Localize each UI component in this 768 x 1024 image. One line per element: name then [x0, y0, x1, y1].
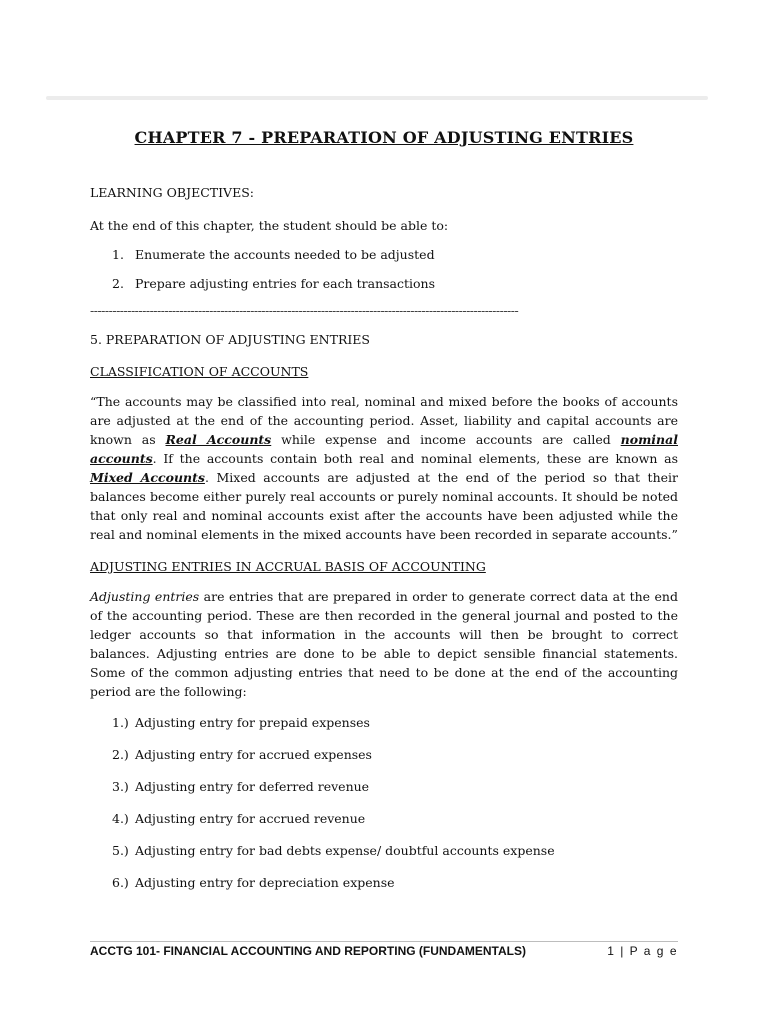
list-item: [90, 713, 678, 732]
text-run: . Mixed accounts are adjusted at the end of the period so that their balances become either purely real accounts or purely nominal accounts. It should be noted that only real and nominal accounts exist after the accounts have been adjusted while the real and nominal elements in the mixed accounts have been recorded in separate accounts.”: [90, 470, 679, 542]
list-item-text: Enumerate the accounts needed to be adjusted: [135, 247, 435, 262]
list-item: [90, 777, 678, 796]
footer-course-title: ACCTG 101- FINANCIAL ACCOUNTING AND REPORTING (FUNDAMENTALS): [90, 944, 526, 958]
objectives-intro: At the end of this chapter, the student should be able to:: [90, 218, 449, 233]
page-footer: [90, 944, 678, 958]
dashed-separator: -------------------------------------------------------------------------------------------------------------------: [90, 303, 519, 318]
list-item-number: 2.): [112, 747, 129, 762]
list-item-number: 4.): [112, 811, 129, 826]
text-run: “The accounts may be classified into real, nominal and mixed before the books of accounts are adjusted at the end of the accounting period. Asset, liability and capital accounts are known as: [90, 394, 678, 447]
list-item-text: Adjusting entry for accrued expenses: [135, 747, 372, 762]
list-item: [90, 274, 678, 293]
list-item-number: 6.): [112, 875, 129, 890]
list-item: [90, 873, 678, 892]
list-item-number: 1.: [112, 247, 124, 262]
adjusting-entries-list: [90, 713, 678, 892]
list-item-text: Adjusting entry for accrued revenue: [135, 811, 366, 826]
list-item-text: Adjusting entry for deferred revenue: [135, 779, 370, 794]
list-item-text: Adjusting entry for depreciation expense: [135, 875, 395, 890]
term-nominal-accounts: nominal accounts: [90, 432, 678, 466]
list-item-text: Prepare adjusting entries for each transactions: [135, 276, 436, 291]
accrual-paragraph: [90, 587, 678, 701]
list-item: [90, 809, 678, 828]
list-item-text: Adjusting entry for prepaid expenses: [135, 715, 370, 730]
list-item: [90, 745, 678, 764]
chapter-title: CHAPTER 7 - PREPARATION OF ADJUSTING ENTRIES: [134, 128, 634, 147]
list-item-number: 1.): [112, 715, 129, 730]
list-item: [90, 245, 678, 264]
term-real-accounts: Real Accounts: [165, 432, 272, 447]
classification-heading: CLASSIFICATION OF ACCOUNTS: [90, 364, 309, 379]
document-body: [90, 128, 678, 905]
term-adjusting-entries: Adjusting entries: [90, 589, 200, 604]
text-run: while expense and income accounts are called: [271, 432, 621, 447]
page-number: 1 | P a g e: [607, 944, 678, 958]
text-run: are entries that are prepared in order to generate correct data at the end of the accounting period. These are then recorded in the general journal and posted to the ledger accounts so that information in the accounts will then be brought to correct balances. Adjusting entries are done to be able to depict sensible financial statements. Some of the common adjusting entries that need to be done at the end of the accounting period are the following:: [90, 589, 678, 699]
list-item-number: 3.): [112, 779, 129, 794]
objectives-heading: LEARNING OBJECTIVES:: [90, 185, 254, 200]
footer-divider: [90, 941, 678, 942]
classification-paragraph: [90, 392, 678, 544]
accrual-heading: ADJUSTING ENTRIES IN ACCRUAL BASIS OF ACCOUNTING: [90, 559, 486, 574]
list-item: [90, 841, 678, 860]
section-heading: 5. PREPARATION OF ADJUSTING ENTRIES: [90, 332, 370, 347]
page-top-divider: [46, 96, 708, 100]
text-run: . If the accounts contain both real and nominal elements, these are known as: [152, 451, 678, 466]
list-item-number: 2.: [112, 276, 124, 291]
term-mixed-accounts: Mixed Accounts: [90, 470, 205, 485]
list-item-number: 5.): [112, 843, 129, 858]
list-item-text: Adjusting entry for bad debts expense/ doubtful accounts expense: [135, 843, 555, 858]
objectives-list: [90, 245, 678, 293]
